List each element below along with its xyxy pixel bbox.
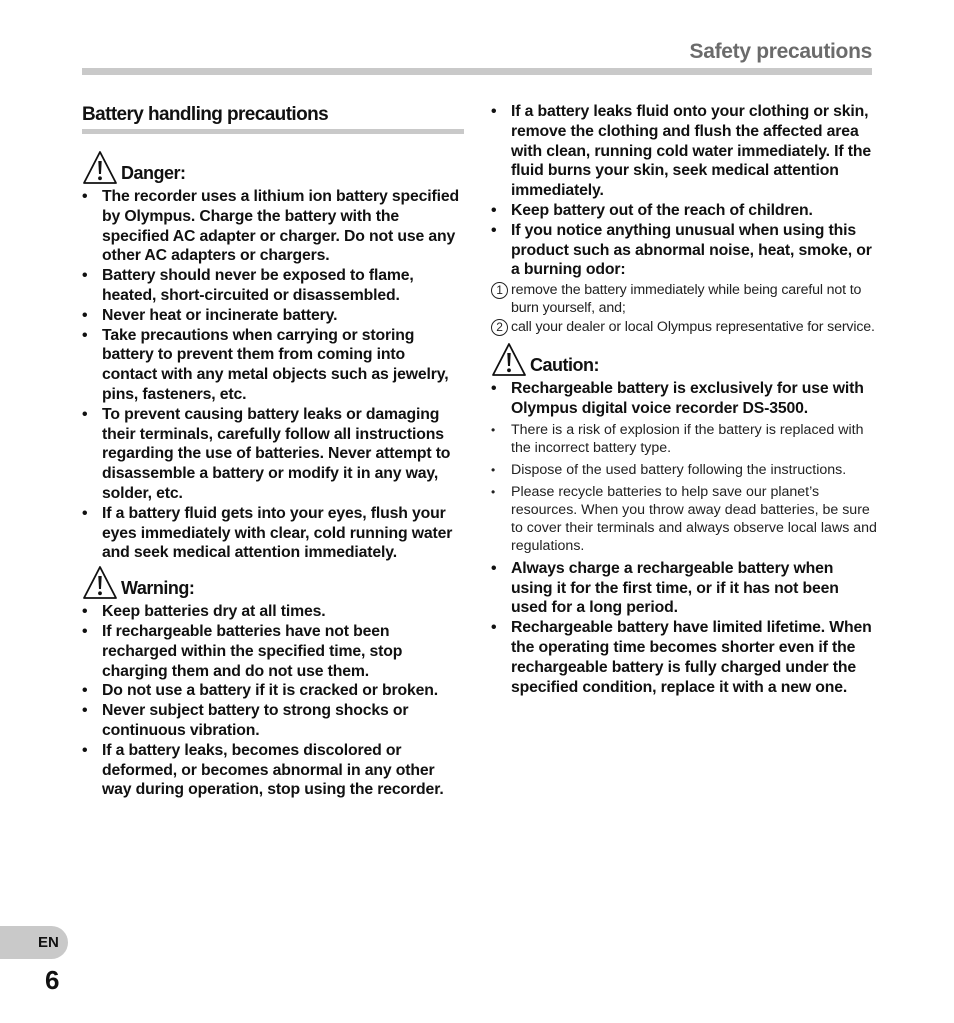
numbered-step: 2 call your dealer or local Olympus representative for service. — [491, 318, 877, 336]
sub-list-item: • Please recycle batteries to help save our planet’s resources. When you throw away dead batteries, be sure to cover their terminals and always observe local laws and regulations. — [491, 483, 877, 554]
right-top-list — [491, 102, 877, 336]
list-item: • Keep batteries dry at all times. — [82, 603, 326, 621]
sub-list-item: • There is a risk of explosion if the battery is replaced with the incorrect battery type. — [491, 421, 864, 456]
section-rule — [82, 129, 464, 134]
list-item: • Never heat or incinerate battery. — [82, 306, 338, 324]
header-rule — [82, 68, 872, 75]
numbered-step: 1 remove the battery immediately while being careful not to burn yourself, and; — [491, 281, 877, 317]
list-item: • If you notice anything unusual when using this product such as abnormal noise, heat, smoke, or a burning odor: 1 remove the battery immediately while being careful not to burn yourself, and; 2 call your dealer or local Olympus representative for service. — [491, 221, 877, 336]
warning-list — [82, 602, 464, 800]
danger-heading — [82, 148, 464, 186]
list-item: • To prevent causing battery leaks or damaging their terminals, carefully follow all instructions regarding the use of batteries. Never attempt to disassemble a battery or modify it in any way, solder, etc. — [82, 405, 451, 502]
warning-triangle-icon — [491, 342, 527, 378]
list-item: • Take precautions when carrying or storing battery to prevent them from coming into contact with any metal objects such as jewelry, pins, fasteners, etc. — [82, 326, 449, 403]
warning-triangle-icon — [82, 565, 118, 601]
caution-list — [491, 379, 877, 697]
step-number-icon: 1 — [491, 282, 508, 299]
warning-heading — [82, 563, 464, 601]
danger-label: Danger: — [121, 163, 186, 183]
left-column — [82, 100, 464, 800]
step-number-icon: 2 — [491, 319, 508, 336]
list-item: • If rechargeable batteries have not been recharged within the specified time, stop charging them and do not use them. — [82, 622, 403, 680]
page-header-title: Safety precautions — [689, 40, 872, 63]
list-item: • If a battery fluid gets into your eyes, flush your eyes immediately with clear, cold running water and seek medical attention immediately. — [82, 504, 453, 562]
warning-triangle-icon — [82, 150, 118, 186]
list-item: • Keep battery out of the reach of children. — [491, 201, 813, 219]
list-item: • Never subject battery to strong shocks or continuous vibration. — [82, 702, 409, 739]
section-title: Battery handling precautions — [82, 104, 329, 125]
list-item: • Always charge a rechargeable battery when using it for the first time, or if it has not been used for a long period. — [491, 559, 839, 617]
warning-label: Warning: — [121, 578, 195, 599]
sub-list-item: • Dispose of the used battery following the instructions. — [491, 461, 847, 478]
list-item: • Battery should never be exposed to flame, heated, short-circuited or disassembled. — [82, 267, 414, 304]
numbered-steps — [496, 281, 877, 336]
list-item: • If a battery leaks fluid onto your clothing or skin, remove the clothing and flush the affected area with clean, running cold water immediately. If the fluid burns your skin, seek medical attention immediately. — [491, 103, 871, 200]
language-badge: EN — [0, 926, 68, 959]
caution-sublist — [491, 421, 877, 555]
page-number: 6 — [45, 965, 60, 995]
list-item: • If a battery leaks, becomes discolored or deformed, or becomes abnormal in any other way during operation, stop using the recorder. — [82, 741, 444, 799]
list-item: • Do not use a battery if it is cracked or broken. — [82, 682, 439, 700]
right-column — [491, 102, 877, 697]
list-item: • Rechargeable battery have limited lifetime. When the operating time becomes shorter even if the rechargeable battery is fully charged under the specified condition, replace it with a new one. — [491, 619, 872, 696]
list-item: • Rechargeable battery is exclusively for use with Olympus digital voice recorder DS-3500. • There is a risk of explosion if the battery is replaced with the incorrect battery type. • Dispose of the used battery following the instructions. • Please recycle batteries to help save our planet’s resources. When you throw away dead batteries, be sure to cover their terminals and always observe local laws and regulations. — [491, 380, 877, 554]
caution-label: Caution: — [530, 355, 599, 376]
danger-list — [82, 187, 464, 563]
caution-heading — [491, 340, 877, 378]
list-item: • The recorder uses a lithium ion battery specified by Olympus. Charge the battery with the specified AC adapter or charger. Do not use any other AC adapters or chargers. — [82, 188, 459, 265]
